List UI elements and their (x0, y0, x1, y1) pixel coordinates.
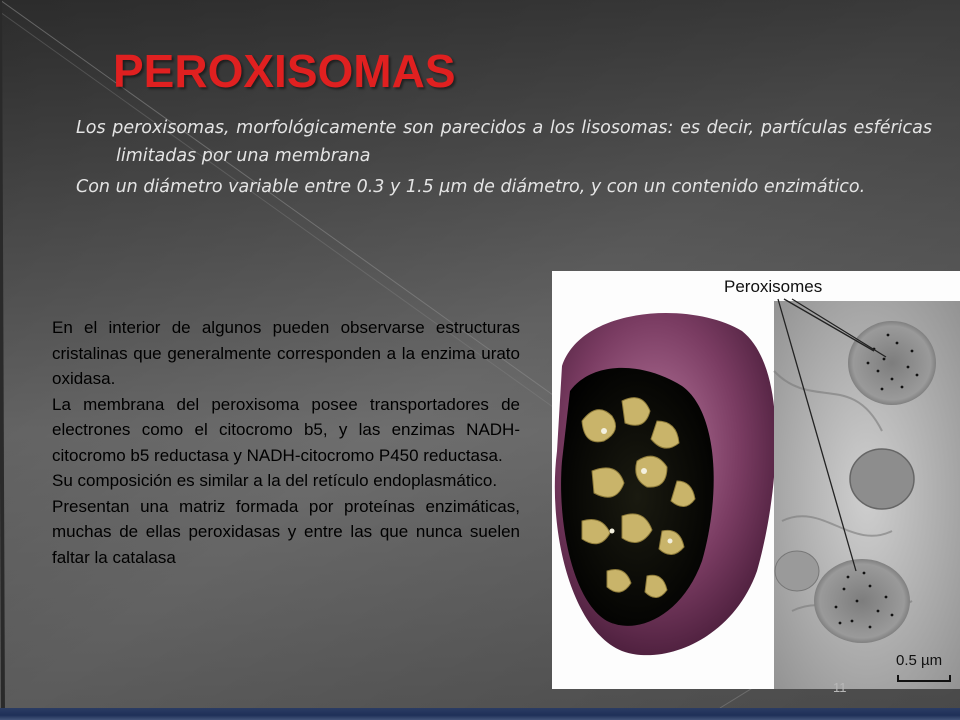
body-paragraph-matrix: Presentan una matriz formada por proteínas enzimáticas, muchas de ellas peroxidasas y entre las que nunca suelen faltar la catalasa (52, 496, 520, 567)
bottom-decorative-strip (0, 708, 960, 720)
body-paragraph-composition: Su composición es similar a la del retículo endoplasmático. (52, 471, 498, 490)
figure-label: Peroxisomes (724, 277, 823, 296)
scale-bar-label: 0.5 µm (896, 652, 943, 669)
intro-paragraph-2: Con un diámetro variable entre 0.3 y 1.5 µm de diámetro, y con un contenido enzimático. (76, 177, 866, 197)
body-text-block (52, 315, 520, 570)
page-number: 11 (833, 680, 847, 695)
intro-paragraph-1: Los peroxisomas, morfológicamente son parecidos a los lisosomas: es decir, partículas esféricas limitadas por una membrana (76, 118, 932, 166)
body-paragraph-membrane: La membrana del peroxisoma posee transportadores de electrones como el citocromo b5, y las enzimas NADH-citocromo b5 reductasa y NADH-citocromo P450 reductasa. (52, 394, 520, 465)
slide-title: PEROXISOMAS (113, 45, 456, 97)
peroxisome-figure (552, 271, 960, 689)
peroxisome-illustration (552, 271, 960, 689)
body-paragraph-crystalline: En el interior de algunos pueden observarse estructuras cristalinas que generalmente corresponden a la enzima urato oxidasa. (52, 318, 520, 388)
